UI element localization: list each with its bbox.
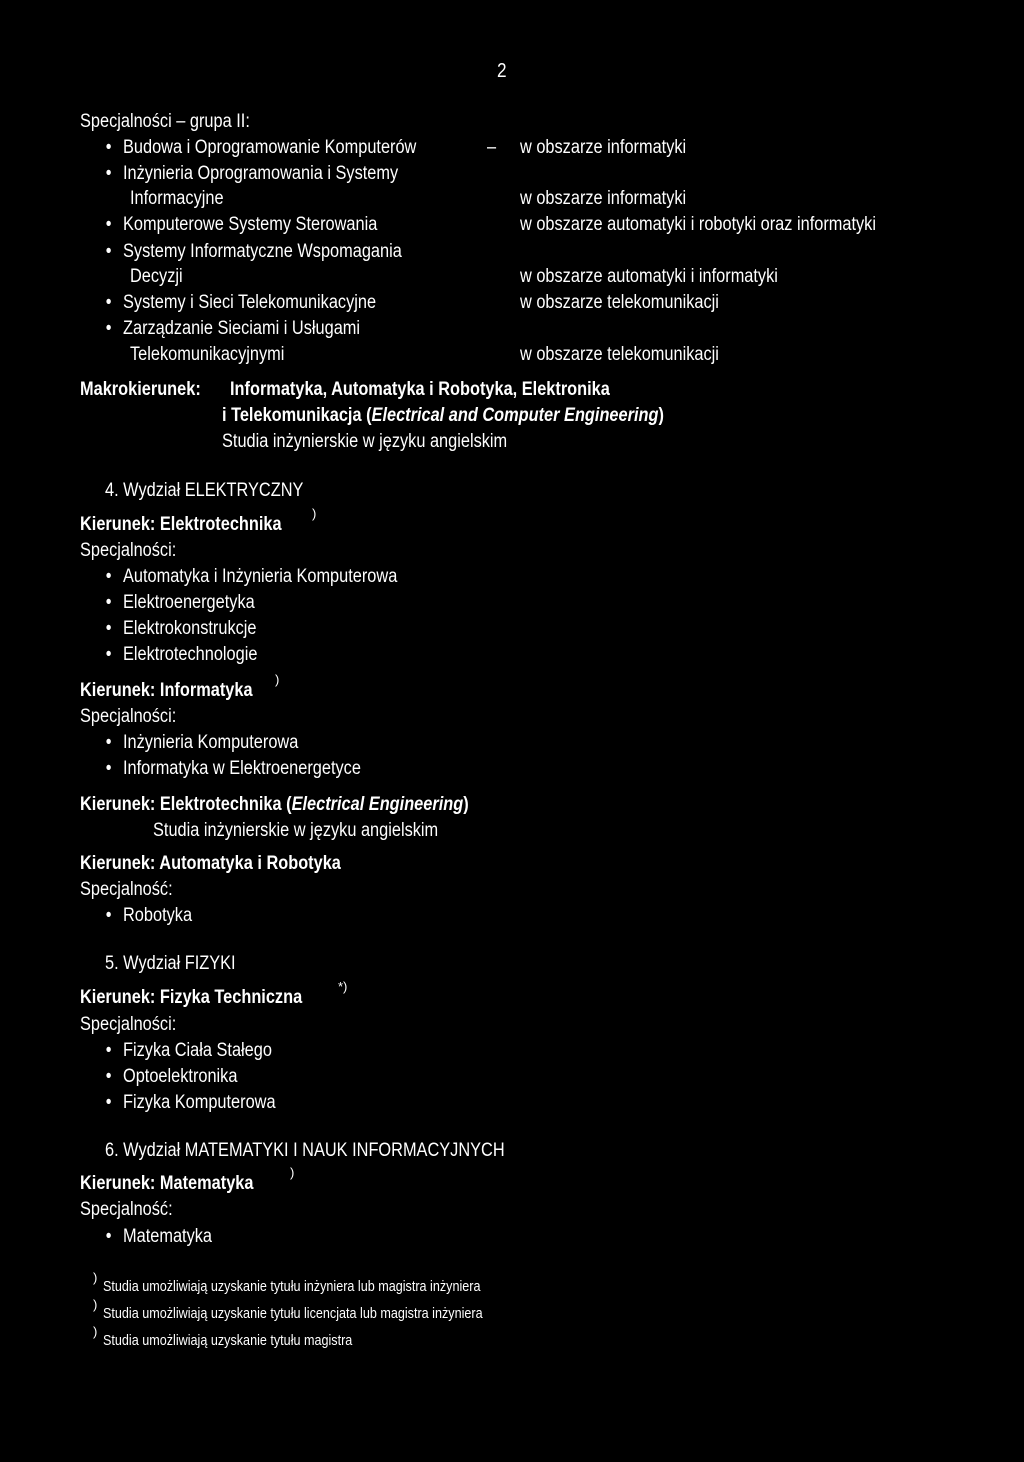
footnote-marker: ) — [275, 672, 280, 687]
footnote-mark: ) — [93, 1297, 98, 1312]
footnote-marker: ) — [312, 506, 317, 521]
area-label: w obszarze automatyki i informatyki — [520, 266, 778, 287]
faculty-title: 6. Wydział MATEMATYKI I NAUK INFORMACYJNYCH — [105, 1140, 505, 1161]
field-english-name: Electrical Engineering — [291, 794, 464, 815]
field-label-end: ) — [463, 794, 469, 815]
list-item: • Optoelektronika — [123, 1066, 237, 1088]
makro-english-name: Electrical and Computer Engineering — [371, 405, 659, 426]
list-item: • Robotyka — [123, 905, 192, 927]
list-item: • Informatyka w Elektroenergetyce — [123, 758, 361, 780]
specialization-label: Specjalność: — [80, 879, 173, 900]
makro-title-part: ) — [658, 405, 664, 426]
page-number: 2 — [497, 60, 507, 82]
list-item-continuation: Informacyjne — [130, 188, 224, 209]
field-of-study: Kierunek: Informatyka — [80, 680, 253, 701]
specializations-label: Specjalności: — [80, 706, 177, 727]
list-item: • Inżynieria Komputerowa — [123, 732, 298, 754]
area-label: w obszarze telekomunikacji — [520, 344, 719, 365]
list-item-continuation: Telekomunikacyjnymi — [130, 344, 285, 365]
list-item: • Matematyka — [123, 1226, 212, 1248]
field-note: Studia inżynierskie w języku angielskim — [153, 820, 439, 841]
list-item: • Fizyka Ciała Stałego — [123, 1040, 272, 1062]
list-item: • Elektrokonstrukcje — [123, 618, 257, 640]
makro-title: Informatyka, Automatyka i Robotyka, Elektronika — [230, 379, 610, 400]
dash: – — [487, 137, 497, 158]
makro-title-cont — [222, 405, 664, 427]
group-heading: Specjalności – grupa II: — [80, 111, 250, 132]
field-of-study: Kierunek: Fizyka Techniczna — [80, 987, 303, 1008]
footnote-marker: *) — [338, 979, 348, 994]
list-item: • Elektroenergetyka — [123, 592, 255, 614]
field-of-study: Kierunek: Automatyka i Robotyka — [80, 853, 341, 874]
list-item: • Budowa i Oprogramowanie Komputerów — [123, 137, 416, 159]
list-item: • Fizyka Komputerowa — [123, 1092, 276, 1114]
area-label: w obszarze telekomunikacji — [520, 292, 719, 313]
area-label: w obszarze informatyki — [520, 188, 687, 209]
faculty-title: 5. Wydział FIZYKI — [105, 953, 236, 974]
makro-note: Studia inżynierskie w języku angielskim — [222, 431, 508, 452]
area-label: w obszarze informatyki — [520, 137, 687, 158]
specializations-label: Specjalności: — [80, 1014, 177, 1035]
area-label: w obszarze automatyki i robotyki oraz informatyki — [520, 214, 876, 235]
footnote-text: Studia umożliwiają uzyskanie tytułu inżyniera lub magistra inżyniera — [103, 1278, 481, 1295]
list-item: • Komputerowe Systemy Sterowania — [123, 214, 377, 236]
list-item: • Systemy Informatyczne Wspomagania — [123, 241, 402, 263]
footnote-marker: ) — [290, 1165, 295, 1180]
list-item-continuation: Decyzji — [130, 266, 183, 287]
list-item: • Elektrotechnologie — [123, 644, 257, 666]
field-label: Kierunek: Elektrotechnika ( — [80, 794, 292, 815]
field-of-study — [80, 794, 469, 816]
makro-label: Makrokierunek: — [80, 379, 201, 400]
footnote-text: Studia umożliwiają uzyskanie tytułu magistra — [103, 1332, 353, 1349]
list-item: • Systemy i Sieci Telekomunikacyjne — [123, 292, 376, 314]
specializations-label: Specjalności: — [80, 540, 177, 561]
list-item: • Zarządzanie Sieciami i Usługami — [123, 318, 360, 340]
field-of-study: Kierunek: Matematyka — [80, 1173, 254, 1194]
footnote-mark: ) — [93, 1270, 98, 1285]
footnote-text: Studia umożliwiają uzyskanie tytułu licencjata lub magistra inżyniera — [103, 1305, 483, 1322]
specialization-label: Specjalność: — [80, 1199, 173, 1220]
list-item: • Inżynieria Oprogramowania i Systemy — [123, 163, 398, 185]
field-of-study: Kierunek: Elektrotechnika — [80, 514, 282, 535]
footnote-mark: ) — [93, 1324, 98, 1339]
list-item: • Automatyka i Inżynieria Komputerowa — [123, 566, 397, 588]
faculty-title: 4. Wydział ELEKTRYCZNY — [105, 480, 304, 501]
makro-title-part: i Telekomunikacja ( — [222, 405, 372, 426]
